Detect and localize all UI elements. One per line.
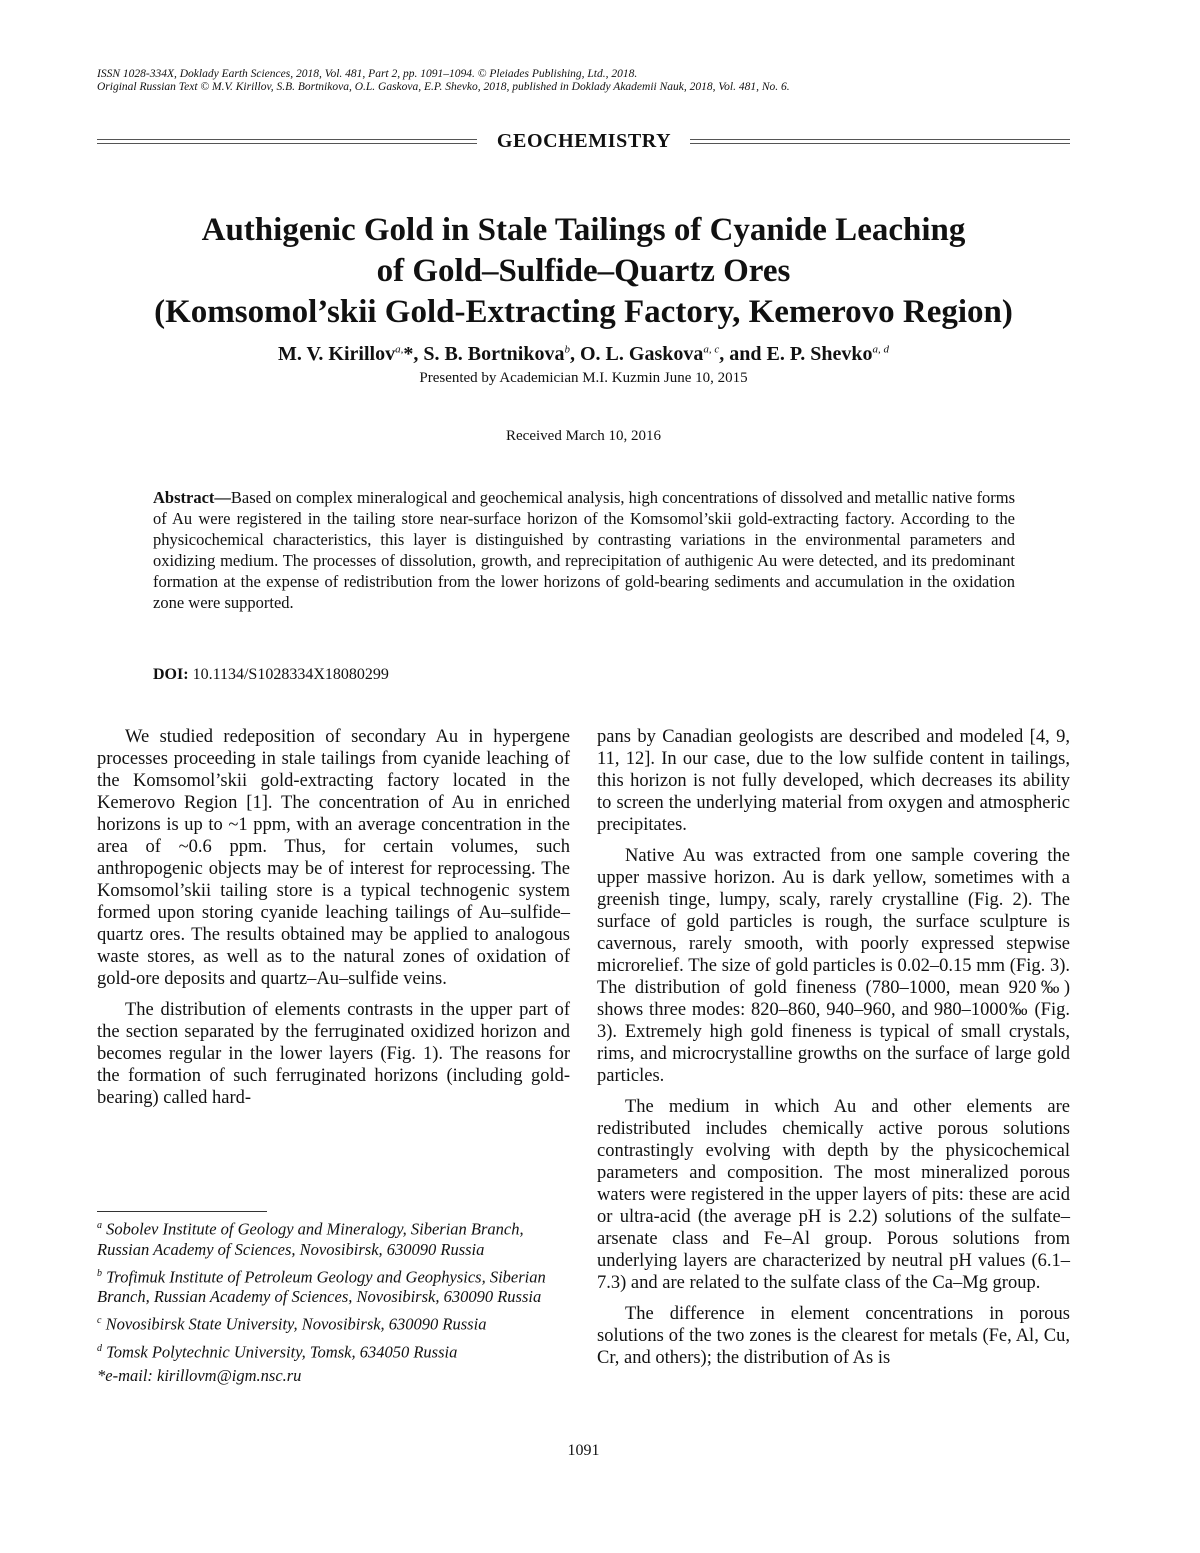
body-paragraph: We studied redeposition of secondary Au in hypergene processes proceeding in stale tailings from cyanide leaching of the Komsomol’skii gold-extracting factory located in the Kemerovo Region [1]. The concentration of Au in enriched horizons is up to ~1 ppm, with an average concentration in the area of ~0.6 ppm. Thus, for certain volumes, such anthropogenic objects may be of interest for reprocessing. The Komsomol’skii tailing store is a typical technogenic system formed upon storing cyanide leaching tailings of Au–sulfide–quartz ores. The results obtained may be applied to analogous waste stores, as well as to the natural zones of oxidation of gold-ore deposits and quartz–Au–sulfide veins. xyxy=(97,727,570,989)
footnote-email xyxy=(97,1366,570,1386)
author-separator: , xyxy=(569,343,580,365)
author-separator: *, xyxy=(403,343,424,365)
article-title-line: (Komsomol’skii Gold-Extracting Factory, Kemerovo Region) xyxy=(154,294,1013,330)
author-name: O. L. Gaskova xyxy=(579,343,704,365)
section-rule-left xyxy=(97,139,477,140)
author-name: S. B. Bortnikova xyxy=(423,343,565,365)
footnote-mark: d xyxy=(97,1342,102,1354)
article-title xyxy=(97,210,1070,333)
author-list xyxy=(97,343,1070,366)
article-title-line: Authigenic Gold in Stale Tailings of Cyanide Leaching xyxy=(201,212,966,248)
footnote-affiliation-b xyxy=(97,1264,570,1308)
page-number: 1091 xyxy=(567,1442,600,1459)
body-paragraph: The difference in element concentrations in porous solutions of the two zones is the clearest for metals (Fe, Al, Cu, Cr, and others); the distribution of As is xyxy=(597,1304,1070,1368)
footnote-mark: b xyxy=(97,1267,102,1279)
abstract-dash: — xyxy=(214,488,231,507)
body-paragraph: The medium in which Au and other elements are redistributed includes chemically active porous solutions contrastingly evolving with depth by the physicochemical parameters and composition. The most mineralized porous waters were registered in the upper layers of pits: these are acid or ultra-acid (the average pH is 2.2) solutions of the sulfate–arsenate class and Fe–Al group. Porous solutions from underlying layers are characterized by neutral pH values (6.1–7.3) and are related to the sulfate class of the Ca–Mg group. xyxy=(597,1097,1070,1293)
body-column-right xyxy=(597,726,1070,1378)
section-heading: GEOCHEMISTRY xyxy=(496,130,672,152)
abstract-label: Abstract xyxy=(153,488,215,507)
author-affiliation-mark: a, xyxy=(395,343,404,356)
abstract-text: Based on complex mineralogical and geochemical analysis, high concentrations of dissolved and metallic native forms of Au were registered in the tailing store near-surface horizon of the Komsomol’skii gold-extracting factory. According to the physicochemical characteristics, this layer is distinguished by contrasting variations in the environmental parameters and oxidizing medium. The processes of dissolution, growth, and reprecipitation of authigenic Au were detected, and its predominant formation at the expense of redistribution from the lower horizons of gold-bearing sediments and accumulation in the oxidation zone were supported. xyxy=(153,488,1015,612)
footnote-mark: c xyxy=(97,1315,102,1326)
doi xyxy=(153,666,389,684)
received-date: Received March 10, 2016 xyxy=(506,428,661,444)
body-paragraph: Native Au was extracted from one sample covering the upper massive horizon. Au is dark yellow, sometimes with a greenish tinge, lumpy, scaly, rarely crystalline (Fig. 2). The surface of gold particles is rough, the surface sculpture is cavernous, rarely smooth, with poorly expressed stepwise microrelief. The size of gold particles is 0.02–0.15 mm (Fig. 3). The distribution of gold fineness (780–1000, mean 920‰) shows three modes: 820–860, 940–960, and 980–1000‰ (Fig. 3). Extremely high gold fineness is typical of small crystals, rims, and microcrystalline growths on the surface of large gold particles. xyxy=(597,846,1070,1086)
body-paragraph: The distribution of elements contrasts in the upper part of the section separated by the ferruginated oxidized horizon and becomes regular in the lower layers (Fig. 1). The reasons for the formation of such ferruginated horizons (including gold-bearing) called hard- xyxy=(97,1000,570,1108)
footnote-email-text[interactable]: *e-mail: kirillovm@igm.nsc.ru xyxy=(97,1366,302,1385)
author-name: M. V. Kirillov xyxy=(278,343,396,365)
footnote-text: Tomsk Polytechnic University, Tomsk, 634050 Russia xyxy=(106,1342,458,1361)
section-rule-right xyxy=(690,139,1070,140)
footnote-text: Sobolev Institute of Geology and Mineralogy, Siberian Branch, Russian Academy of Sciences, Novosibirsk, 630090 Russia xyxy=(97,1219,524,1259)
author-affiliation-mark: a, c xyxy=(703,343,720,356)
footnote-text: Trofimuk Institute of Petroleum Geology and Geophysics, Siberian Branch, Russian Academy of Sciences, Novosibirsk, 630090 Russia xyxy=(97,1267,546,1306)
journal-header-line-2: Original Russian Text © M.V. Kirillov, S.B. Bortnikova, O.L. Gaskova, E.P. Shevko, 2018, published in Doklady Akademii Nauk, 2018, Vol. 481, No. 6. xyxy=(97,81,790,93)
body-paragraph: pans by Canadian geologists are described and modeled [4, 9, 11, 12]. In our case, due to the low sulfide content in tailings, this horizon is not fully developed, which decreases its ability to screen the underlying material from oxygen and atmospheric precipitates. xyxy=(597,727,1070,835)
footnote-text: Novosibirsk State University, Novosibirsk, 630090 Russia xyxy=(105,1314,487,1334)
footnote-rule xyxy=(97,1211,267,1212)
footnote-affiliation-a xyxy=(97,1216,570,1260)
footnote-affiliation-d xyxy=(97,1339,570,1363)
presented-by: Presented by Academician M.I. Kuzmin June 10, 2015 xyxy=(419,370,748,386)
journal-header-line-1: ISSN 1028-334X, Doklady Earth Sciences, 2018, Vol. 481, Part 2, pp. 1091–1094. © Pleiades Publishing, Ltd., 2018. xyxy=(97,68,638,80)
author-separator: , and xyxy=(719,343,767,365)
doi-link[interactable]: 10.1134/S1028334X18080299 xyxy=(192,666,389,683)
article-title-line: of Gold–Sulfide–Quartz Ores xyxy=(376,253,791,289)
footnote-mark: a xyxy=(97,1220,102,1231)
footnotes xyxy=(97,1216,570,1390)
body-column-left xyxy=(97,726,570,1118)
author-name: E. P. Shevko xyxy=(766,343,873,365)
doi-label: DOI: xyxy=(153,666,189,683)
author-affiliation-mark: a, d xyxy=(872,343,889,356)
author-affiliation-mark: b xyxy=(564,343,570,356)
abstract xyxy=(153,487,1015,613)
footnote-affiliation-c xyxy=(97,1311,570,1335)
